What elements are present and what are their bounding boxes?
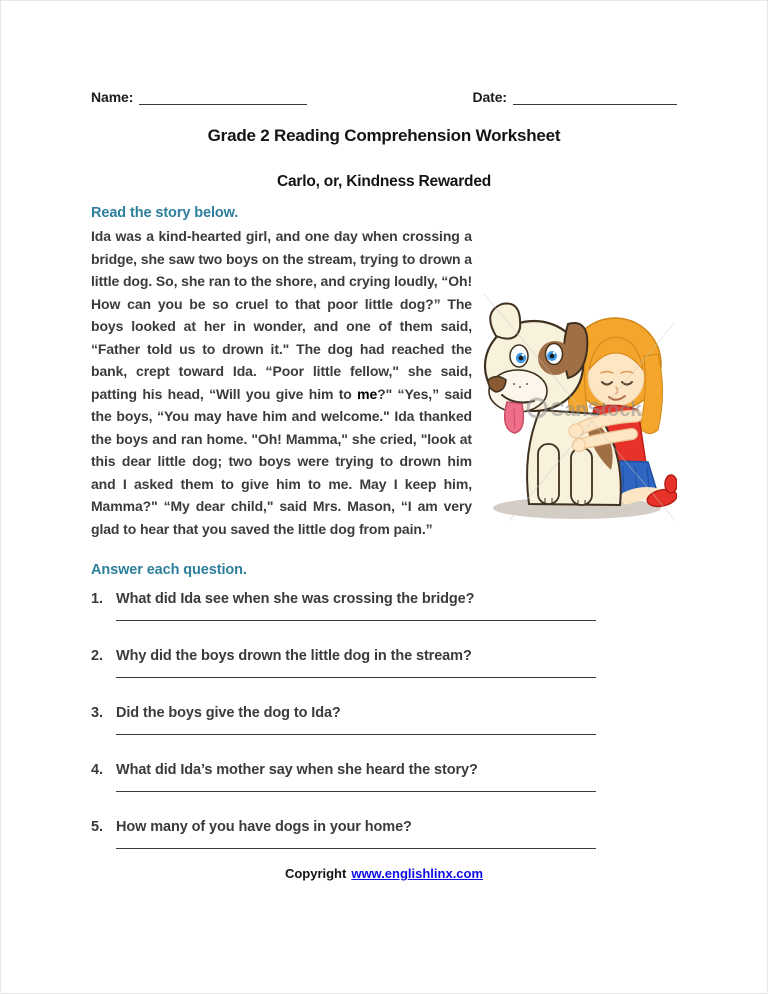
read-instruction: Read the story below. [91, 205, 239, 221]
question-1 [91, 589, 677, 621]
question-text: Did the boys give the dog to Ida? [116, 705, 341, 721]
question-4 [91, 760, 677, 792]
question-row [91, 646, 677, 667]
answer-line-5 [116, 848, 596, 849]
footer [91, 866, 677, 881]
page-title: Grade 2 Reading Comprehension Worksheet [207, 126, 561, 145]
story-text-part1: Ida was a kind-hearted girl, and one day when crossing a bridge, she saw two boys on the stream, trying to drown a little dog. So, she ran to the shore, and crying loudly, “Oh! How can you be so cruel to that poor little dog?” The boys looked at her in wonder, and one of them said, “Father told us to drown it." The dog had reached the bank, crept toward Ida. “Poor little fellow," she said, patting his head, “Will you give him to [91, 228, 473, 402]
story-paragraph [91, 225, 677, 540]
question-row [91, 589, 677, 610]
girl-hugging-dog-image [482, 292, 677, 522]
date-label: Date: [472, 89, 507, 105]
date-blank-line [513, 91, 677, 105]
story-text-part2: ?" “Yes,” said the boys, “You may have him and welcome." Ida thanked the boys and ran home. "Oh! Mamma," she cried, "look at this dear little dog; two boys were trying to drown him and I asked them to give him to me. May I keep him, Mamma?" “My dear child," said Mrs. Mason, “I am very glad to hear that you saved the little dog from pain.” [91, 385, 472, 537]
copyright-label: Copyright [284, 866, 347, 881]
story-illustration [482, 292, 677, 522]
story-title: Carlo, or, Kindness Rewarded [276, 173, 492, 190]
question-text: What did Ida’s mother say when she heard the story? [116, 762, 478, 778]
question-row [91, 703, 677, 724]
watermark-text: CanStock [550, 399, 642, 421]
answer-line-3 [116, 734, 596, 735]
question-row [91, 760, 677, 781]
question-3 [91, 703, 677, 735]
question-text: What did Ida see when she was crossing the bridge? [116, 591, 475, 607]
question-number: 1. [91, 591, 103, 607]
question-number: 5. [91, 819, 103, 835]
question-number: 4. [91, 762, 103, 778]
question-5 [91, 817, 677, 849]
question-row [91, 817, 677, 838]
englishlinx-link[interactable]: www.englishlinx.com [351, 866, 484, 881]
name-field [91, 89, 307, 105]
question-text: Why did the boys drown the little dog in the stream? [116, 648, 472, 664]
answer-section [91, 562, 677, 849]
question-number: 2. [91, 648, 103, 664]
question-number: 3. [91, 705, 103, 721]
answer-line-2 [116, 677, 596, 678]
question-text: How many of you have dogs in your home? [116, 819, 412, 835]
name-label: Name: [91, 89, 134, 105]
answer-line-4 [116, 791, 596, 792]
story-emphasized-word: me [357, 385, 378, 402]
name-blank-line [139, 91, 307, 105]
answer-instruction: Answer each question. [91, 562, 247, 578]
answer-line-1 [116, 620, 596, 621]
question-2 [91, 646, 677, 678]
date-field [472, 89, 677, 105]
name-date-row [91, 89, 677, 105]
